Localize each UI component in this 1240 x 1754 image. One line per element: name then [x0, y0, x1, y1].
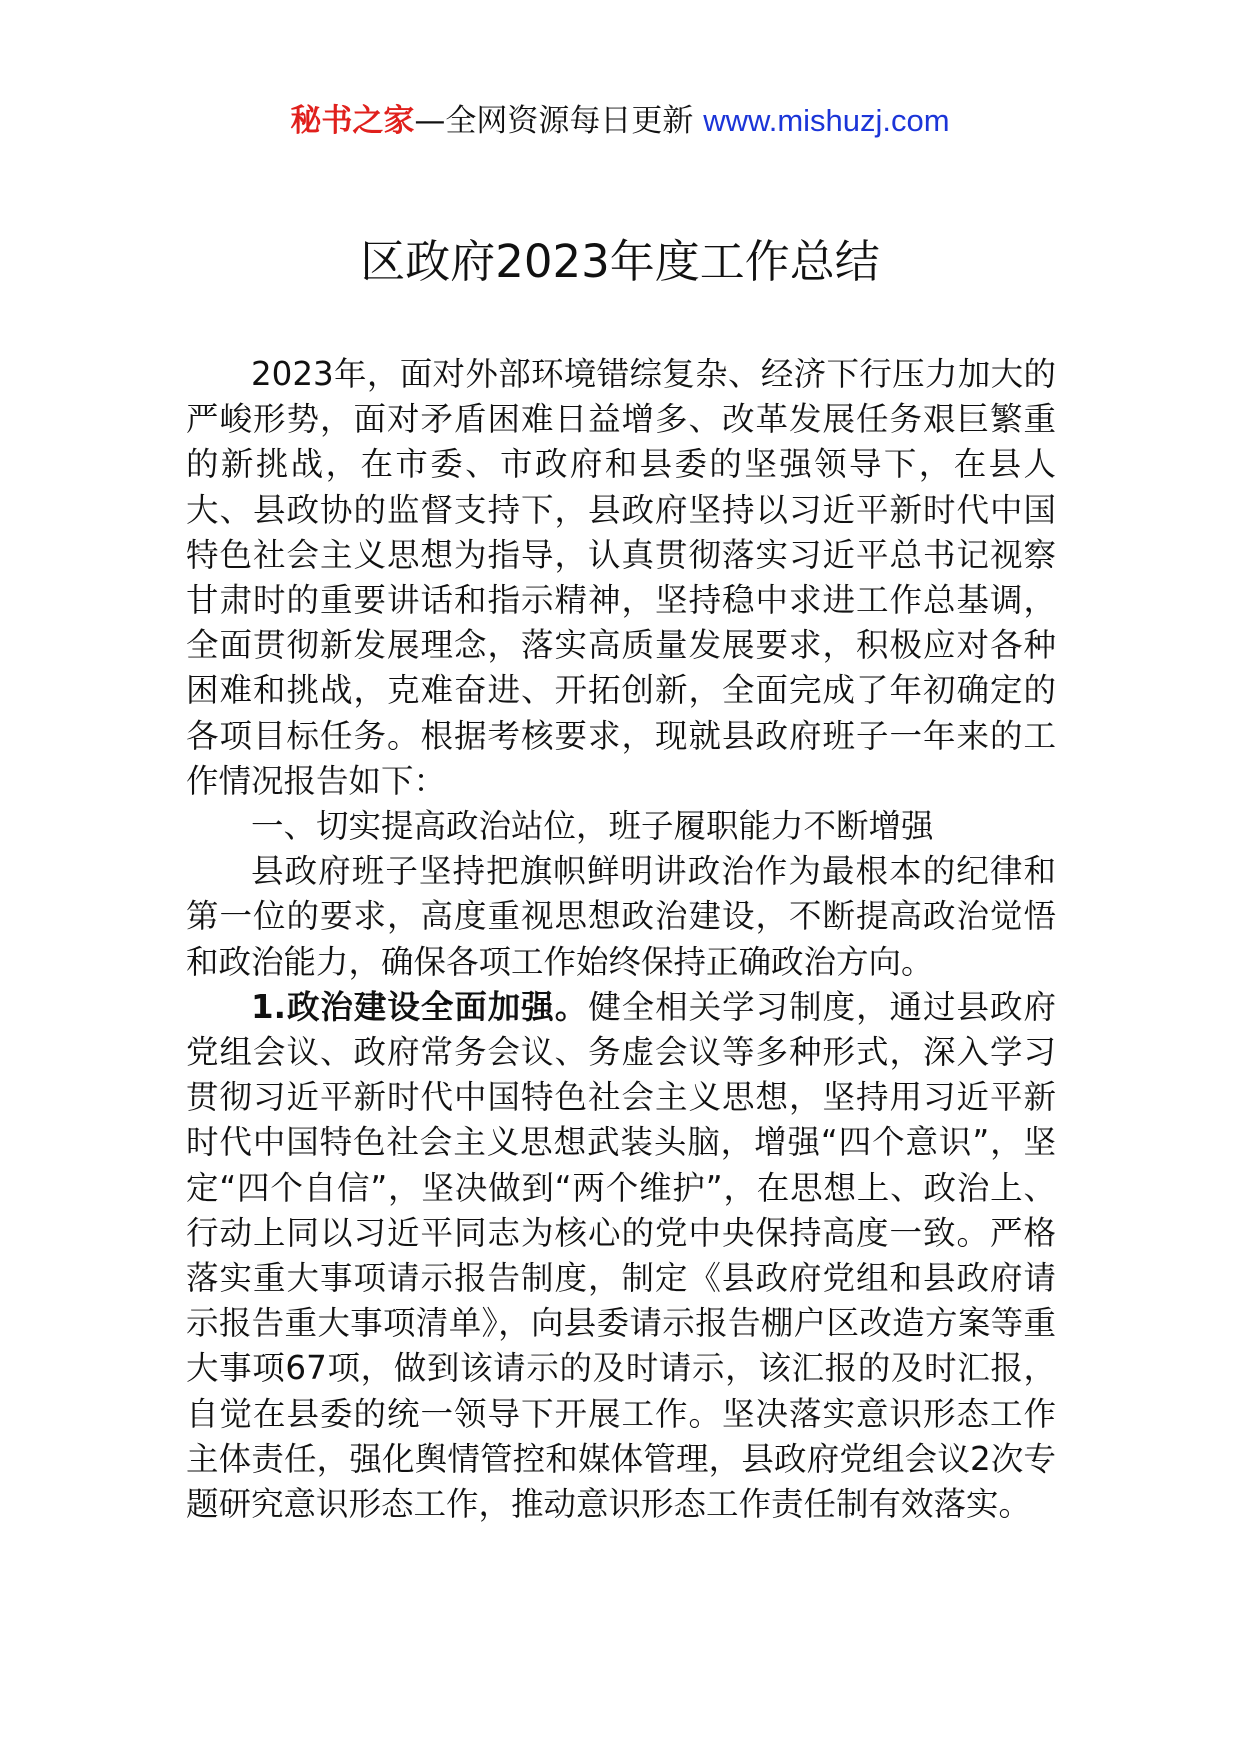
- site-header: [0, 100, 1240, 142]
- site-tagline: —全网资源每日更新: [414, 103, 694, 139]
- document-title: 区政府2023年度工作总结: [360, 235, 880, 288]
- intro-paragraph: 2023年，面对外部环境错综复杂、经济下行压力加大的严峻形势，面对矛盾困难日益增多、改革发展任务艰巨繁重的新挑战，在市委、市政府和县委的坚强领导下，在县人大、县政协的监督支持下，县政府坚持以习近平新时代中国特色社会主义思想为指导，认真贯彻落实习近平总书记视察甘肃时的重要讲话和指示精神，坚持稳中求进工作总基调，全面贯彻新发展理念，落实高质量发展要求，积极应对各种困难和挑战，克难奋进、开拓创新，全面完成了年初确定的各项目标任务。根据考核要求，现就县政府班子一年来的工作情况报告如下：: [186, 355, 1056, 800]
- site-url-link[interactable]: www.mishuzj.com: [703, 103, 950, 138]
- site-brand: 秘书之家: [290, 103, 415, 139]
- document-body: [186, 352, 1056, 1527]
- item-1-lead: 1.政治建设全面加强。: [251, 987, 589, 1026]
- item-1-text: 健全相关学习制度，通过县政府党组会议、政府常务会议、务虚会议等多种形式，深入学习贯彻习近平新时代中国特色社会主义思想，坚持用习近平新时代中国特色社会主义思想武装头脑，增强“四个意识”，坚定“四个自信”，坚决做到“两个维护”，在思想上、政治上、行动上同以习近平同志为核心的党中央保持高度一致。严格落实重大事项请示报告制度，制定《县政府党组和县政府请示报告重大事项清单》，向县委请示报告棚户区改造方案等重大事项67项，做到该请示的及时请示，该汇报的及时汇报，自觉在县委的统一领导下开展工作。坚决落实意识形态工作主体责任，强化舆情管控和媒体管理，县政府党组会议2次专题研究意识形态工作，推动意识形态工作责任制有效落实。: [186, 987, 1056, 1524]
- section-heading-1: 一、切实提高政治站位，班子履职能力不断增强: [251, 807, 934, 846]
- section-1-paragraph: 县政府班子坚持把旗帜鲜明讲政治作为最根本的纪律和第一位的要求，高度重视思想政治建设，不断提高政治觉悟和政治能力，确保各项工作始终保持正确政治方向。: [186, 852, 1056, 981]
- item-1-paragraph: [186, 985, 1056, 1527]
